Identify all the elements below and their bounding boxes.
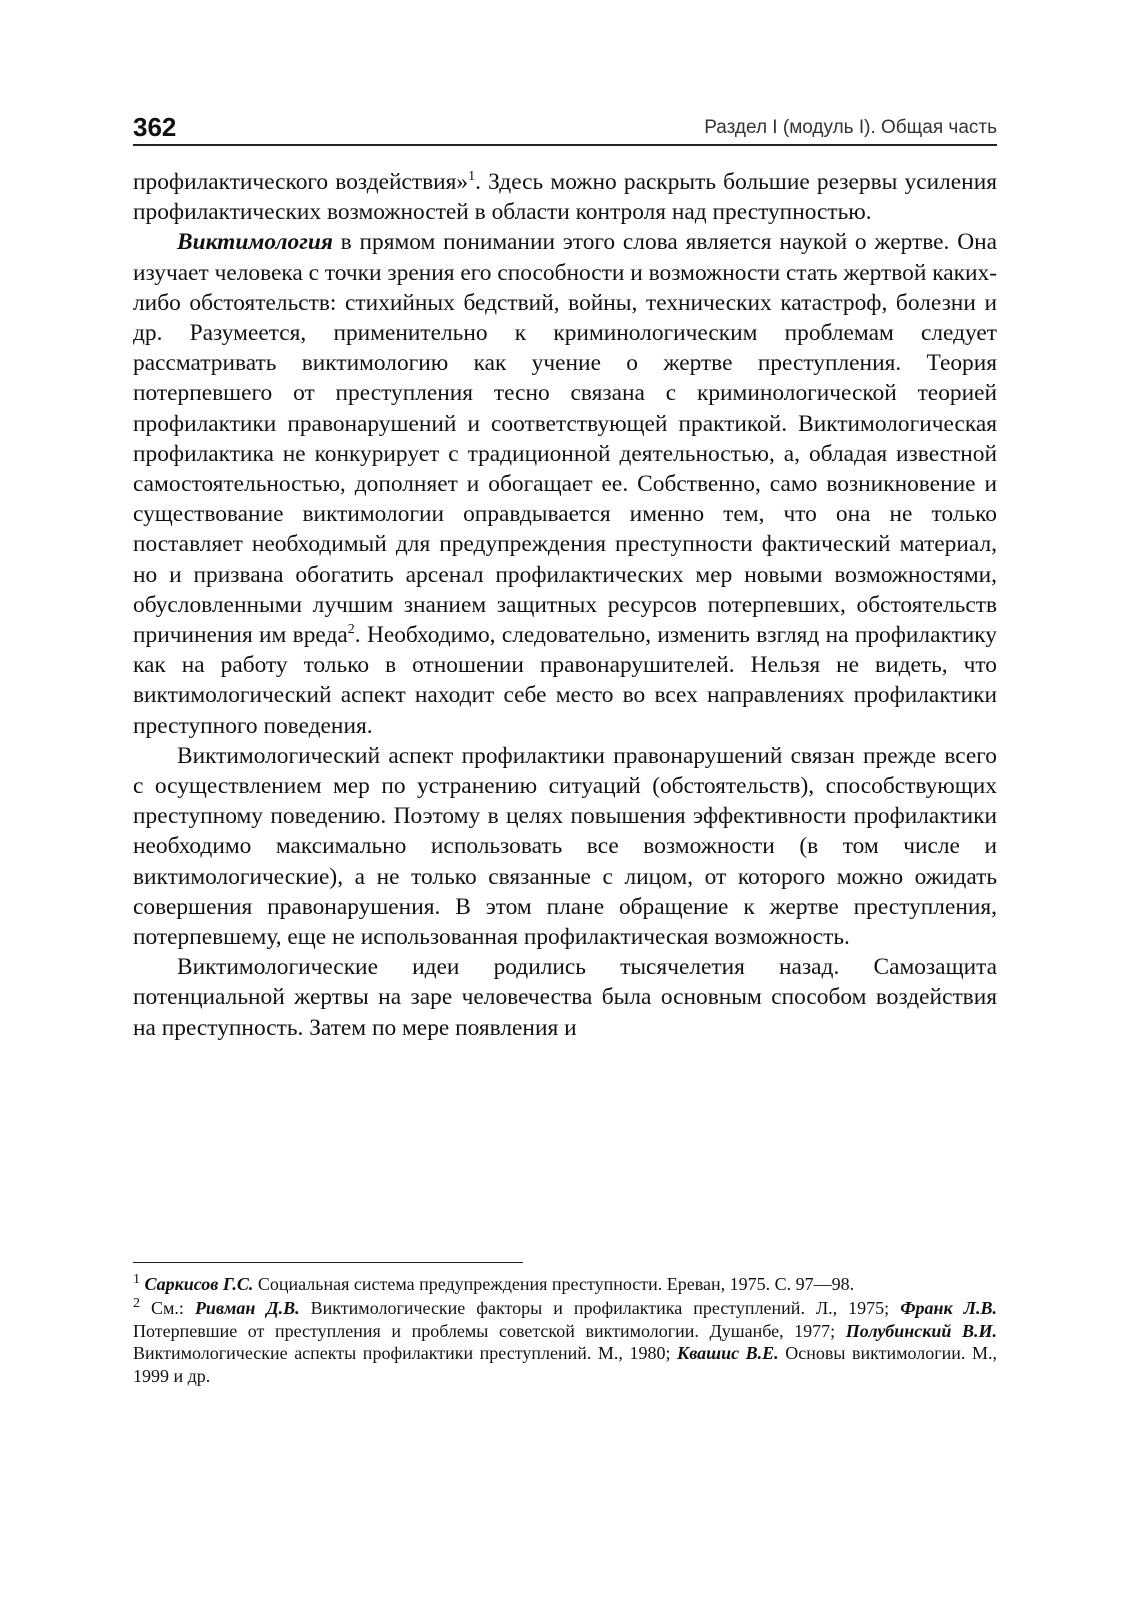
footnote-2-author-3: Полубинский В.И. (845, 1320, 998, 1341)
paragraph-3: Виктимологический аспект профилактики правонарушений связан прежде всего с осуществлением мер по устранению ситуаций (обстоятельств), способствующих преступному поведению. Поэтому в целях повышения эффективности профилактики необходимо максимально использовать все возможности (в том числе и виктимологические), а не только связанные с лицом, от которого можно ожидать совершения правонарушения. В этом плане обращение к жертве преступления, потерпевшему, еще не использованная профилактическая возможность. (133, 742, 997, 951)
footnote-1-mark: 1 (133, 1272, 140, 1287)
footnote-2-text-4: Основы виктимологии. М., 1999 и др. (133, 1343, 997, 1387)
footnote-divider (133, 1262, 523, 1263)
footnotes (133, 1273, 997, 1389)
footnote-1 (133, 1273, 997, 1296)
paragraph-4: Виктимологические идеи родились тысячелетия назад. Самозащита потенциальной жертвы на заре человечества была основным способом воздействия на преступность. Затем по мере появления и (133, 954, 997, 1041)
paragraph-1 (133, 167, 997, 227)
footnote-2-mark: 2 (133, 1295, 140, 1311)
footnote-ref-1: 1 (468, 169, 476, 185)
footnote-1-text: Социальная система предупреждения преступности. Ереван, 1975. С. 97—98. (253, 1274, 855, 1294)
main-text (133, 167, 997, 1043)
term-victimology: Виктимология (177, 229, 333, 256)
footnote-2-author-1: Ривман Д.В. (194, 1297, 300, 1318)
footnote-2 (133, 1297, 997, 1388)
footnote-2-prefix: См.: (140, 1297, 195, 1318)
paragraph-2-tail: . Необходимо, следовательно, изменить взгляд на профилактику как на работу только в отношении правонарушителей. Нельзя не видеть, что виктимологический аспект находит себе место во всех направлениях профилактики преступного поведения. (133, 622, 997, 739)
page-number: 362 (133, 112, 177, 142)
footnote-2-text-3: Виктимологические аспекты профилактики преступлений. М., 1980; (133, 1343, 677, 1364)
footnote-ref-2: 2 (347, 622, 355, 638)
footnote-2-text-1: Виктимологические факторы и профилактика преступлений. Л., 1975; (299, 1297, 901, 1318)
footnote-1-author: Саркисов Г.С. (144, 1274, 254, 1294)
paragraph-1-tail: . Здесь можно раскрыть большие резервы усиления профилактических возможностей в области контроля над преступностью. (133, 169, 997, 226)
footnote-2-author-4: Квашис В.Е. (677, 1343, 779, 1364)
paragraph-2 (133, 227, 997, 740)
running-title: Раздел I (модуль I). Общая часть (704, 117, 997, 138)
paragraph-2-text: в прямом понимании этого слова является наукой о жертве. Она изучает человека с точки зрения его способности и возможности стать жертвой каких-либо обстоятельств: стихийных бедствий, войны, технических катастроф, болезни и др. Разумеется, применительно к криминологическим проблемам следует рассматривать виктимологию как учение о жертве преступления. Теория потерпевшего от преступления тесно связана с криминологической теорией профилактики правонарушений и соответствующей практикой. Виктимологическая профилактика не конкурирует с традиционной деятельностью, а, обладая известной самостоятельностью, дополняет и обогащает ее. Собственно, само возникновение и существование виктимологии оправдывается именно тем, что она не только поставляет необходимый для предупреждения преступности фактический материал, но и призвана обогатить арсенал профилактических мер новыми возможностями, обусловленными лучшим знанием защитных ресурсов потерпевших, обстоятельств причинения им вреда (133, 229, 997, 649)
page-header (133, 110, 997, 146)
footnote-2-author-2: Франк Л.В. (900, 1297, 997, 1318)
paragraph-1-text: профилактического воздействия» (133, 169, 469, 195)
footnote-2-text-2: Потерпевшие от преступления и проблемы советской виктимологии. Душанбе, 1977; (133, 1320, 846, 1341)
